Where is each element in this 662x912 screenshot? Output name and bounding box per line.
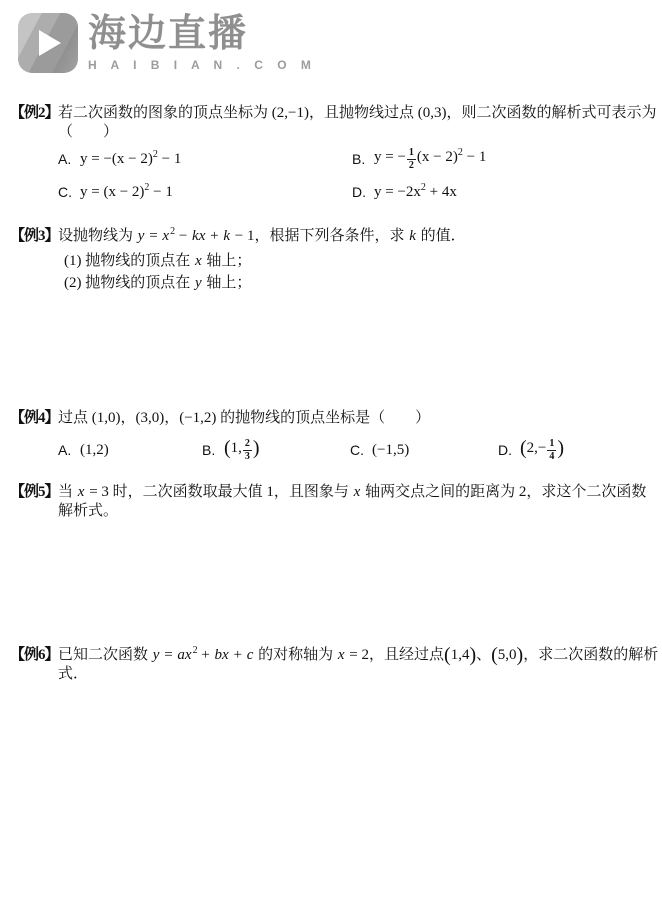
math-segment: $\frac{1}{4}$ xyxy=(549,437,555,462)
math-segment: y xyxy=(137,228,145,244)
math-segment: y = −2x xyxy=(374,184,421,200)
problem-body xyxy=(58,104,660,202)
option-key: D. xyxy=(352,184,366,200)
math-segment: − 1，根据下列各条件，求 xyxy=(231,228,409,244)
math-segment: kx xyxy=(192,228,206,244)
problem-body xyxy=(58,409,660,467)
option-formula xyxy=(224,436,260,462)
option-formula xyxy=(80,150,181,169)
math-segment: 1, xyxy=(230,439,242,456)
logo-subtitle: H A I B I A N . C O M xyxy=(88,58,317,72)
problem-ex4 xyxy=(10,409,660,467)
math-segment: ) xyxy=(516,644,524,666)
math-segment: = 2，且经过点 xyxy=(345,647,445,663)
math-segment: ( xyxy=(491,644,498,666)
option-key: A. xyxy=(58,441,72,458)
math-segment: + 4x xyxy=(425,184,457,200)
option-c xyxy=(58,183,352,202)
math-segment: 2 xyxy=(152,149,158,160)
math-segment: 设抛物线为 xyxy=(58,228,137,244)
logo xyxy=(18,13,316,73)
math-segment: = 3 时，二次函数取最大值 1，且图象与 xyxy=(85,484,353,500)
math-segment: k xyxy=(223,228,231,244)
problem-label: 【例4】 xyxy=(10,410,59,426)
math-segment: 轴上； xyxy=(202,253,252,269)
math-segment: 的值． xyxy=(416,228,466,244)
math-segment: − 1 xyxy=(157,151,182,167)
math-segment: (−1,5) xyxy=(372,441,410,458)
math-segment: + xyxy=(206,228,223,244)
math-segment: $\frac{2}{3}$ xyxy=(244,437,250,462)
math-segment: 、 xyxy=(476,647,492,663)
problem-ex6 xyxy=(10,646,660,684)
logo-text xyxy=(88,13,316,72)
math-segment: 当 xyxy=(58,484,77,500)
sub-item-1 xyxy=(64,250,660,272)
math-segment: + xyxy=(197,647,214,663)
math-segment: = xyxy=(160,647,177,663)
math-segment: bx xyxy=(214,647,229,663)
math-segment: − 1 xyxy=(149,184,173,200)
problem-label: 【例6】 xyxy=(10,647,59,663)
option-c xyxy=(350,441,498,460)
math-segment: ，求二次函数的解析式． xyxy=(58,647,659,682)
sub-item-2 xyxy=(64,272,660,294)
option-formula xyxy=(374,148,486,171)
problem-label: 【例5】 xyxy=(10,484,59,500)
math-segment: ( xyxy=(520,436,527,459)
problem-text xyxy=(58,483,660,521)
math-segment: − xyxy=(175,228,192,244)
math-segment: y xyxy=(195,275,202,291)
logo-title: 海边直播 xyxy=(88,13,249,55)
option-formula xyxy=(520,436,565,462)
math-segment: 2 xyxy=(192,645,198,656)
option-b xyxy=(202,436,350,462)
problem-text xyxy=(58,227,660,246)
math-segment: ) xyxy=(252,436,260,459)
math-segment: + xyxy=(229,647,246,663)
math-segment: (x − 2) xyxy=(416,149,458,165)
option-key: C. xyxy=(58,184,72,200)
option-key: A. xyxy=(58,151,72,167)
problem-ex5 xyxy=(10,483,660,521)
math-segment: 1,4 xyxy=(450,647,470,663)
math-segment: 的对称轴为 xyxy=(254,647,337,663)
math-segment: 轴上； xyxy=(202,275,252,291)
math-segment: ( xyxy=(224,436,231,459)
math-segment: 已知二次函数 xyxy=(58,647,152,663)
problem-ex3 xyxy=(10,227,660,294)
problem-label: 【例3】 xyxy=(10,228,59,244)
math-segment: 轴两交点之间的距离为 2，求这个二次函数解析式。 xyxy=(58,484,647,519)
math-segment: (1,2) xyxy=(80,441,109,458)
math-segment: $\frac{1}{2}$ xyxy=(408,147,414,171)
option-formula xyxy=(374,183,457,202)
math-segment: 2 xyxy=(457,147,463,158)
problem-text xyxy=(58,646,660,684)
play-triangle-icon xyxy=(38,30,62,56)
option-key: B. xyxy=(202,441,216,458)
math-segment: 2 xyxy=(170,226,176,237)
math-segment: ) xyxy=(469,644,477,666)
answer-blank: （ ） xyxy=(58,124,119,140)
problem-body xyxy=(58,227,660,294)
option-b xyxy=(352,148,660,171)
math-segment: 2 xyxy=(420,182,426,193)
problem-body xyxy=(58,646,660,684)
math-segment: y = − xyxy=(374,149,406,165)
math-segment: k xyxy=(409,228,416,244)
sub-items xyxy=(58,250,660,294)
play-icon xyxy=(18,13,78,73)
math-segment: (1) 抛物线的顶点在 xyxy=(64,253,194,269)
problem-label: 【例2】 xyxy=(10,105,59,121)
math-segment: y = −(x − 2) xyxy=(80,151,153,167)
math-segment: x xyxy=(77,484,85,500)
option-formula xyxy=(80,441,109,460)
option-d xyxy=(352,183,660,202)
math-segment: y = (x − 2) xyxy=(80,184,145,200)
math-segment: y xyxy=(152,647,160,663)
options-row xyxy=(58,433,660,467)
option-key: C. xyxy=(350,441,364,458)
math-segment: x xyxy=(337,647,345,663)
math-segment: x xyxy=(162,228,170,244)
math-segment: ) xyxy=(557,436,565,459)
math-segment: = xyxy=(145,228,162,244)
option-formula xyxy=(372,441,409,460)
math-segment: ( xyxy=(444,644,451,666)
math-segment: x xyxy=(195,253,202,269)
math-segment: − 1 xyxy=(462,149,487,165)
problem-ex2 xyxy=(10,104,660,202)
math-segment: 2,− xyxy=(526,439,547,456)
problem-body xyxy=(58,483,660,521)
math-segment: ax xyxy=(177,647,192,663)
option-key: D. xyxy=(498,441,512,458)
option-a xyxy=(58,148,352,171)
math-segment: 2 xyxy=(144,182,150,193)
problem-text: 过点 (1,0)，(3,0)，(−1,2) 的抛物线的顶点坐标是（ ） xyxy=(58,410,431,426)
option-key: B. xyxy=(352,151,366,167)
options-grid xyxy=(58,148,660,202)
option-d xyxy=(498,436,660,462)
math-segment: 5,0 xyxy=(497,647,517,663)
math-segment: (2) 抛物线的顶点在 xyxy=(64,275,194,291)
problem-text: 若二次函数的图象的顶点坐标为 (2,−1)，且抛物线过点 (0,3)，则二次函数的解析式可表示为 xyxy=(58,105,657,121)
option-a xyxy=(58,441,202,460)
math-segment: c xyxy=(246,647,254,663)
option-formula xyxy=(80,183,173,202)
math-segment: x xyxy=(353,484,361,500)
